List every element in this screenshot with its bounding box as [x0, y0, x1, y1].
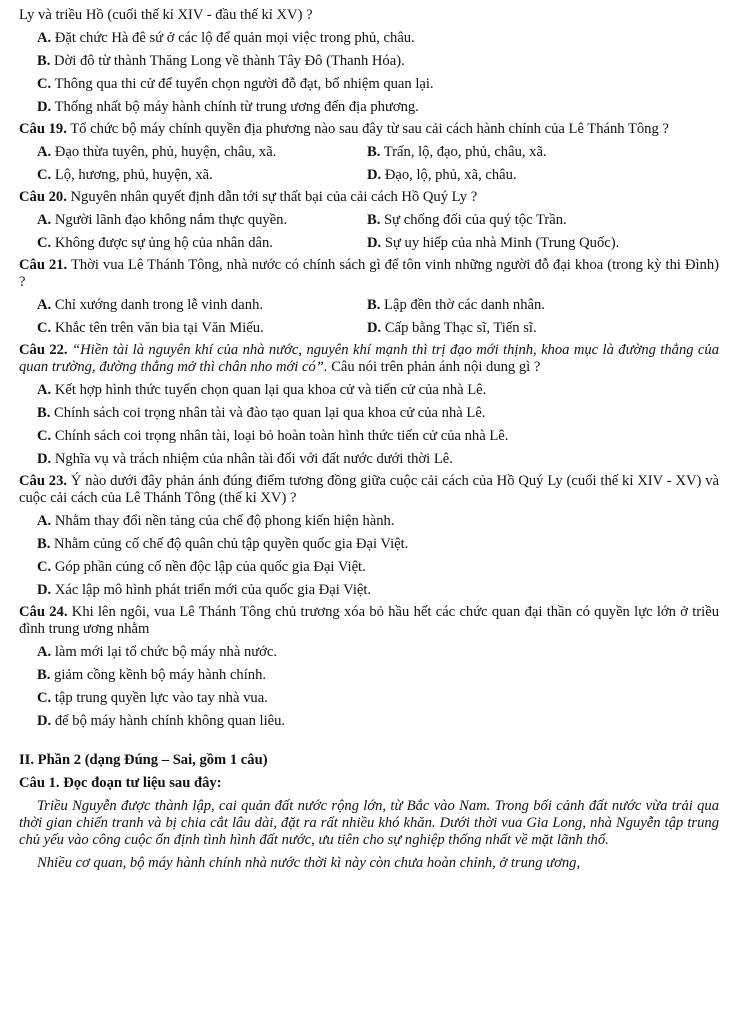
option-b: B. Lập đền thờ các danh nhân.	[367, 297, 545, 313]
option-b: B. Dời đô từ thành Thăng Long về thành Tây Đô (Thanh Hóa).	[37, 53, 405, 69]
option-a: A. Đặt chức Hà đê sứ ở các lộ để quản mọi việc trong phủ, châu.	[37, 30, 415, 46]
option-c: C. Chính sách coi trọng nhân tài, loại bỏ hoàn toàn hình thức tiến cử của nhà Lê.	[37, 428, 509, 444]
question-20: Câu 20. Nguyên nhân quyết định dẫn tới sự thất bại của cải cách Hồ Quý Ly ?	[19, 189, 478, 205]
option-c: C. Khắc tên trên văn bia tại Văn Miếu.	[37, 320, 264, 336]
option-c: C. tập trung quyền lực vào tay nhà vua.	[37, 690, 268, 706]
options-row-ab	[37, 212, 719, 229]
option-a: A. Người lãnh đạo không nắm thực quyền.	[37, 212, 288, 228]
document-page	[19, 7, 719, 872]
option-a: A. Kết hợp hình thức tuyển chọn quan lại qua khoa cử và tiến cử của nhà Lê.	[37, 382, 487, 398]
options-row-cd	[37, 167, 719, 184]
option-c: C. Lộ, hương, phủ, huyện, xã.	[37, 167, 213, 183]
option-c: C. Góp phần củng cố nền độc lập của quốc gia Đại Việt.	[37, 559, 366, 575]
option-d: D. Xác lập mô hình phát triển mới của quốc gia Đại Việt.	[37, 582, 372, 598]
question-19: Câu 19. Tổ chức bộ máy chính quyền địa phương nào sau đây từ sau cải cách hành chính của Lê Thánh Tông ?	[19, 121, 669, 137]
question-23: Câu 23. Ý nào dưới đây phản ánh đúng điểm tương đồng giữa cuộc cải cách của Hồ Quý Ly (cuối thế kỉ XIV - XV) và cuộc cải cách của Lê Thánh Tông (thế kỉ XV) ?	[19, 473, 720, 506]
question-continuation: Ly và triều Hồ (cuối thế kỉ XIV - đầu thế kỉ XV) ?	[19, 7, 313, 23]
question-24: Câu 24. Khi lên ngôi, vua Lê Thánh Tông chủ trương xóa bỏ hầu hết các chức quan đại thần có quyền lực lớn ở triều đình trung ương nhằm	[19, 604, 719, 637]
option-a: A. Nhằm thay đổi nền tảng của chế độ phong kiến hiện hành.	[37, 513, 395, 529]
option-b: B. Nhằm củng cố chế độ quân chủ tập quyền quốc gia Đại Việt.	[37, 536, 409, 552]
part2-question-1: Câu 1. Đọc đoạn tư liệu sau đây:	[19, 775, 222, 791]
option-d: D. để bộ máy hành chính không quan liêu.	[37, 713, 286, 729]
options-row-cd	[37, 235, 719, 252]
options-row-ab	[37, 297, 719, 314]
option-c: C. Không được sự ủng hộ của nhân dân.	[37, 235, 273, 251]
question-21: Câu 21. Thời vua Lê Thánh Tông, nhà nước có chính sách gì để tôn vinh những người đỗ đại khoa (trong kỳ thi Đình) ?	[19, 257, 719, 290]
options-row-cd	[37, 320, 719, 337]
option-a: A. Đạo thừa tuyên, phủ, huyện, châu, xã.	[37, 144, 277, 160]
question-22: Câu 22. “Hiền tài là nguyên khí của nhà nước, nguyên khí mạnh thì trị đạo mới thịnh, khoa mục là đường thẳng của quan trường, đường thẳng mở thì chân nho mới có”. Câu nói trên phản ánh nội dung gì ?	[19, 342, 719, 375]
option-b: B. Trấn, lộ, đạo, phủ, châu, xã.	[367, 144, 547, 160]
option-d: D. Sự uy hiếp của nhà Minh (Trung Quốc).	[367, 235, 620, 251]
option-a: A. làm mới lại tổ chức bộ máy nhà nước.	[37, 644, 277, 660]
source-paragraph-2: Nhiều cơ quan, bộ máy hành chính nhà nước thời kì này còn chưa hoàn chỉnh, ở trung ương,	[37, 855, 581, 871]
source-paragraph-1: Triều Nguyễn được thành lập, cai quản đất nước rộng lớn, từ Bắc vào Nam. Trong bối cảnh đất nước vừa trải qua thời gian chiến tranh và bị chia cắt lâu dài, đặt ra rất nhiều khó khăn. Dưới thời vua Gia Long, nhà Nguyễn tập trung chủ yếu vào công cuộc ổn định tình hình đất nước, ưu tiên cho sự nghiệp thống nhất về mặt lãnh thổ.	[19, 798, 719, 848]
option-a: A. Chỉ xướng danh trong lễ vinh danh.	[37, 297, 264, 313]
option-b: B. Chính sách coi trọng nhân tài và đào tạo quan lại qua khoa cử của nhà Lê.	[37, 405, 486, 421]
options-row-ab	[37, 144, 719, 161]
quote: “Hiền tài là nguyên khí của nhà nước, nguyên khí mạnh thì trị đạo mới thịnh, khoa mục là đường thẳng của quan trường, đường thẳng mở thì chân nho mới có”.	[19, 342, 719, 375]
section-heading: II. Phần 2 (dạng Đúng – Sai, gồm 1 câu)	[19, 752, 268, 768]
option-d: D. Cấp bằng Thạc sĩ, Tiến sĩ.	[367, 320, 537, 336]
option-c: C. Thông qua thi cử để tuyển chọn người đỗ đạt, bổ nhiệm quan lại.	[37, 76, 434, 92]
option-d: D. Nghĩa vụ và trách nhiệm của nhân tài đối với đất nước dưới thời Lê.	[37, 451, 453, 467]
option-b: B. giảm cồng kềnh bộ máy hành chính.	[37, 667, 267, 683]
option-b: B. Sự chống đối của quý tộc Trần.	[367, 212, 567, 228]
option-d: D. Đạo, lộ, phủ, xã, châu.	[367, 167, 517, 183]
option-d: D. Thống nhất bộ máy hành chính từ trung ương đến địa phương.	[37, 99, 419, 115]
